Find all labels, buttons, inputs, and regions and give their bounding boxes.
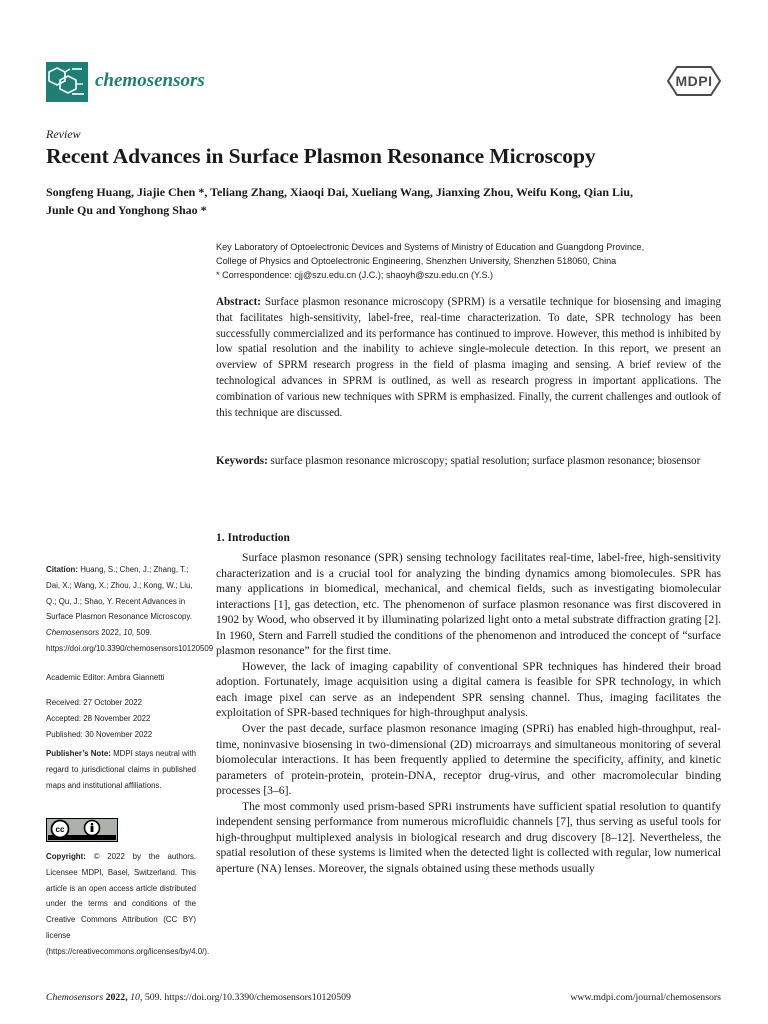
accepted-date: Accepted: 28 November 2022	[46, 713, 151, 723]
citation-volume: 10,	[123, 628, 135, 638]
footer-journal: Chemosensors	[46, 992, 104, 1003]
paragraph: However, the lack of imaging capability of conventional SPR techniques has hindered their broad adoption. Fortunately, image acquisition using a digital camera is feasible for SPR technology, in which each image pixel can serve as an independent SPR sensing channel. Thus, imaging facilitates the exploitation of SPR-based techniques for high-throughput analysis.	[216, 659, 721, 720]
affiliation-block	[216, 240, 726, 283]
introduction-body	[216, 550, 721, 876]
affiliation-line: College of Physics and Optoelectronic Engineering, Shenzhen University, Shenzhen 518060, China	[216, 256, 617, 267]
article-title: Recent Advances in Surface Plasmon Resonance Microscopy	[46, 144, 596, 168]
paragraph: Surface plasmon resonance (SPR) sensing technology facilitates real-time, label-free, high-sensitivity characterization and is a crucial tool for analyzing the binding dynamics among biomolecules. SPR has many applications in biomedical, mechanical, and chemical fields, such as investigating biomolecular interactions [1], gas detection, etc. The phenomenon of surface plasmon resonance was first discovered in 1902 by Wood, who observed it by illuminating polarized light onto a metal substrate diffraction grating [2]. In 1960, Stern and Farrell studied the conditions of the phenomenon and introduced the concept of “surface plasmon resonance” for the first time.	[216, 551, 721, 658]
citation-year: 2022,	[101, 628, 122, 638]
affiliation-line: Key Laboratory of Optoelectronic Devices and Systems of Ministry of Education and Guangdong Province,	[216, 242, 645, 252]
article-type: Review	[46, 127, 81, 141]
footer-journal-url[interactable]: www.mdpi.com/journal/chemosensors	[570, 992, 721, 1003]
paragraph: Over the past decade, surface plasmon resonance imaging (SPRi) has enabled high-throughput, real-time, noninvasive biosensing in two-dimensional (2D) microarrays and simultaneous monitoring of several biomolecular interactions. It has been frequently applied to determine the specificity, affinity, and kinetic parameters of protein-protein, protein-DNA, receptor drug-virus, and other macromolecular binding processes [3–6].	[216, 722, 721, 798]
dates-block	[46, 695, 196, 742]
citation-journal: Chemosensors	[46, 628, 100, 638]
citation-doi[interactable]: 509. https://doi.org/10.3390/chemosensors10120509	[46, 628, 214, 653]
section-heading: 1. Introduction	[216, 532, 290, 544]
publisher-note-label: Publisher’s Note:	[46, 749, 111, 758]
publisher-note	[46, 746, 196, 793]
footer-doi[interactable]: 509. https://doi.org/10.3390/chemosensors10120509	[144, 992, 351, 1003]
footer-volume: 10,	[130, 992, 143, 1003]
cc-by-license-icon[interactable]	[46, 818, 118, 842]
publisher-note-text: MDPI stays neutral with regard to jurisdictional claims in published maps and institutional affiliations.	[46, 749, 196, 790]
keywords	[216, 454, 721, 470]
abstract-label: Abstract:	[216, 296, 261, 308]
copyright-text: © 2022 by the authors. Licensee MDPI, Basel, Switzerland. This article is an open access article distributed under the terms and conditions of the Creative Commons Attribution (CC BY) license (https://creativecommons.org/licenses/by/4.0/).	[46, 852, 210, 956]
keywords-text: surface plasmon resonance microscopy; spatial resolution; surface plasmon resonance; biosensor	[270, 455, 701, 467]
authors-line: Junle Qu and Yonghong Shao *	[46, 202, 207, 217]
journal-name: chemosensors	[95, 70, 205, 91]
received-date: Received: 27 October 2022	[46, 698, 143, 707]
abstract	[216, 295, 721, 421]
footer-year: 2022,	[105, 992, 128, 1003]
citation-label: Citation:	[46, 565, 78, 574]
publisher-name: MDPI	[675, 73, 713, 89]
author-list	[46, 184, 726, 219]
journal-logo-icon	[46, 62, 88, 102]
svg-text:cc: cc	[55, 825, 65, 834]
abstract-text: Surface plasmon resonance microscopy (SPRM) is a versatile technique for biosensing and imaging that facilitates high-sensitivity, label-free, real-time characterization. To date, SPR technology has been successfully commercialized and its performance has continued to improve. However, this method is inhibited by low spatial resolution and the inability to achieve single-molecule detection. In this report, we present an overview of SPRM research progress in the field of plasma imaging and sensing. A brief review of the technological advances in SPRM is outlined, as well as research progress in important applications. The combination of various new techniques with SPRM is emphasized. Finally, the current challenges and outlook of this technique are discussed.	[216, 296, 721, 419]
citation-text: Huang, S.; Chen, J.; Zhang, T.; Dai, X.; Wang, X.; Zhou, J.; Kong, W.; Liu, Q.; Qu, J.; Shao, Y. Recent Advances in Surface Plasmon Resonance Microscopy.	[46, 565, 193, 622]
academic-editor: Academic Editor: Ambra Giannetti	[46, 673, 165, 682]
copyright-label: Copyright:	[46, 852, 86, 861]
copyright-block	[46, 849, 210, 960]
published-date: Published: 30 November 2022	[46, 729, 153, 739]
authors-line: Songfeng Huang, Jiajie Chen *, Teliang Zhang, Xiaoqi Dai, Xueliang Wang, Jianxing Zhou, Weifu Kong, Qian Liu,	[46, 185, 634, 199]
citation-block	[46, 562, 214, 657]
paragraph: The most commonly used prism-based SPRi instruments have sufficient spatial resolution to quantify independent sensing performance from numerous microfluidic channels [7], thus serving as useful tools for high-throughput multiplexed analysis in biological research and drug discovery [8–12]. Nevertheless, the spatial resolution of these systems is limited when the detected light is collected with regular, low numerical aperture (NA) lenses. Moreover, the signals obtained using these methods usually	[216, 799, 721, 875]
keywords-label: Keywords:	[216, 455, 268, 467]
correspondence-line: * Correspondence: cjj@szu.edu.cn (J.C.); shaoyh@szu.edu.cn (Y.S.)	[216, 270, 494, 281]
